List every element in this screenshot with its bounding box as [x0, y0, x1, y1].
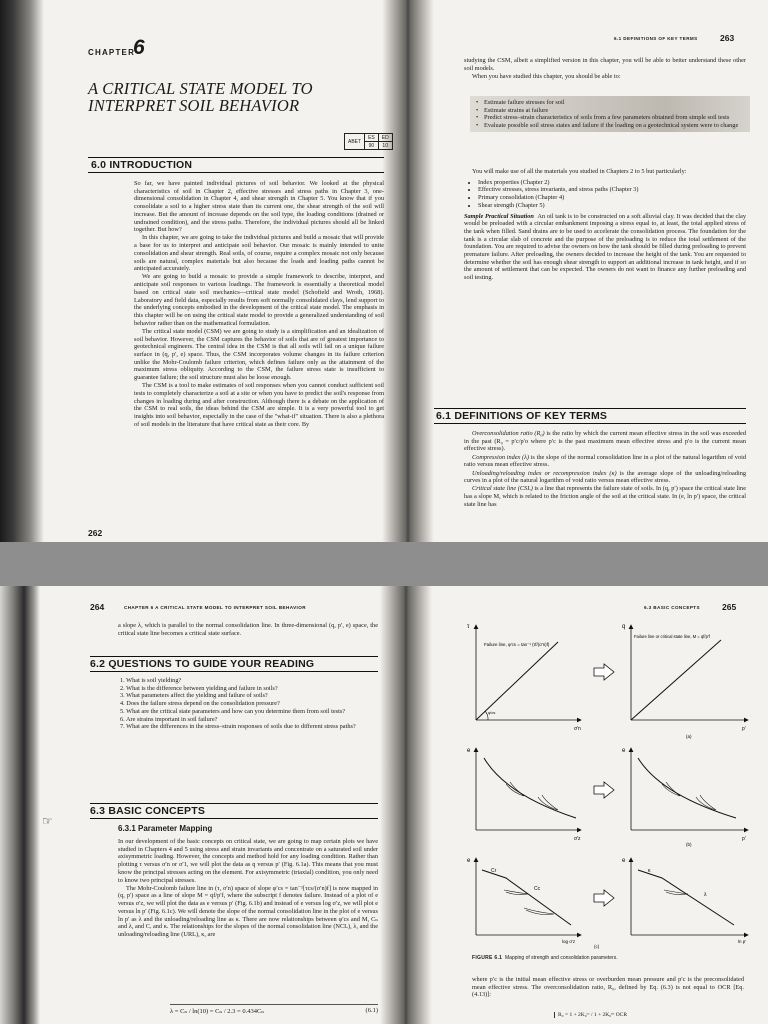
- chapter-number: 6: [133, 36, 145, 59]
- intro-paragraph: The CSM is a tool to make estimates of soil responses when you cannot conduct sufficient soil tests to completely characterize a soil at a site or when you have to predict the soil's response from changes in loading during and after construction. Although there is a debate on the application of the CSM to real soils, the ideas behind the CSM are simple. It is a very powerful tool to get insights into soil behavior, especially in the case of the "what-if" situation. There is also a plethora of soil models in the literature that have critical state as their core. By: [134, 382, 384, 428]
- page-263-body: [464, 57, 746, 81]
- definition-item: [464, 454, 746, 469]
- definition-text: is the slope of the normal consolidation line in a plot of the natural logarithm of void ratio versus mean effective stress.: [464, 453, 746, 469]
- definition-term: Overconsolidation ratio (R₀): [472, 430, 545, 437]
- plot-c-left: [467, 858, 581, 944]
- page-263: [434, 0, 768, 542]
- section-heading-6-0: 6.0 INTRODUCTION: [91, 159, 193, 171]
- page-number-263: 263: [720, 33, 735, 43]
- subsection-heading-6-3-1: 6.3.1 Parameter Mapping: [118, 824, 213, 833]
- intro-body: [134, 180, 384, 429]
- goal-item: • Estimate strains at failure: [484, 107, 746, 115]
- section-rule: [90, 656, 378, 657]
- running-head-263: 6.1 DEFINITIONS OF KEY TERMS: [614, 36, 698, 41]
- definitions-list: [464, 430, 746, 509]
- materials-item: • Effective stresses, stress invariants, and stress paths (Chapter 3): [478, 186, 746, 194]
- intro-paragraph: The critical state model (CSM) we are going to study is a simplification and an idealization of soil behavior. However, the CSM captures the behavior of soils that are of greatest importance to geotechnical engineers. The central idea in the CSM is that all soils will fail on a unique failure surface in (q, p′, e) space. Thus, the CSM incorporates volume changes in its failure criterion unlike the Mohr-Coulomb failure criterion, which defines failure only as the attainment of the maximum stress obliquity. According to the CSM, the failure stress state is insufficient to guarantee failure; the soil structure must also be loose enough.: [134, 327, 384, 382]
- question-item: 2. What is the difference between yielding and failure in soils?: [120, 684, 278, 692]
- axis-label-e: e: [467, 748, 471, 754]
- equation-number: (6.1): [365, 1007, 378, 1014]
- definition-item: [464, 485, 746, 508]
- mapping-paragraph: The Mohr-Coulomb failure line in (τ, σ′n) space of slope φ′cs = tan⁻¹[τcs/(σ′n)f] is now mapped in (q, p′) space as a line of slope M = qf/p′f, where the subscript f denotes failure. Instead of a plot of e versus σ′z, we will plot the data as e versus p′ (Fig. 6.1b) and instead of e versus log σ′z, we will plot e versus ln p′ (Fig. 6.1c). We will denote the slope of the normal consolidation line in the plot of e versus ln p′ as λ and the unloading/reloading line as κ. There are now relationships between φ′cs and M, Cₙ and λ, and Cᵣ and κ. The relationships for the slopes of the normal consolidation line (NCL), λ, and the unloading/reloading line (URL), κ, are: [118, 884, 378, 938]
- figure-6-1: [466, 620, 766, 950]
- ncl-line: [638, 870, 734, 925]
- mapping-paragraph: In our development of the basic concepts on critical state, we are going to map certain plots we have studied in Chapters 4 and 5 using stress and strain invariants and concentrate on a saturated soil under axisymmetric loading. However, the concepts and method hold for any loading condition. Rather than plotting τ versus σ′n or σ′1, we will plot the data as q versus p′ (Fig. 6.1a). This means that you must know the principal stresses acting on the element. For axisymmetric (triaxial) condition, you only need to know two principal stresses.: [118, 838, 378, 884]
- question-item: 4. Does the failure stress depend on the consolidation pressure?: [120, 700, 280, 708]
- section-heading-6-3: 6.3 BASIC CONCEPTS: [90, 805, 206, 817]
- section-rule-bottom: [434, 423, 746, 424]
- critical-state-line: [631, 640, 721, 720]
- definition-text: is a line that represents the failure state of soils. In (q, p′) space the critical state line has a slope M, which is related to the friction angle of the soil at the critical state. In (e, ln p′) space, the critical state line has: [464, 485, 746, 508]
- definition-text: is the ratio by which the current mean effective stress in the soil was exceeded in the past (R₀ = p′c/p′o where p′c is the past maximum mean effective stress and p′o is the current mean effective stress).: [464, 430, 746, 453]
- failure-line-a: [476, 642, 558, 720]
- kappa-label: κ: [648, 868, 651, 874]
- page-number-262: 262: [88, 528, 103, 538]
- page-number-264: 264: [90, 602, 105, 612]
- definition-term: Unloading/reloading index or recompression index (κ): [472, 469, 617, 477]
- materials-section: [464, 168, 746, 282]
- axis-label-ln-p: ln p′: [738, 939, 747, 944]
- chapter-title: [88, 80, 313, 114]
- continuation-paragraph: a slope λ, which is parallel to the normal consolidation line. In three-dimensional (q, p′, e) space, the critical state line becomes a critical state surface.: [118, 622, 378, 637]
- cc-label: Cc: [534, 886, 541, 892]
- plot-b-right: [622, 748, 748, 847]
- question-item: 6. Are strains important in soil failure?: [120, 715, 218, 723]
- axis-label-e: e: [622, 748, 626, 754]
- axis-label-sigma-z: σ′z: [574, 836, 581, 842]
- section-rule: [90, 803, 378, 804]
- definition-item: [464, 470, 746, 485]
- goals-lead: When you have studied this chapter, you should be able to:: [472, 72, 621, 80]
- axis-label-e: e: [622, 858, 626, 864]
- sample-situation: [464, 213, 746, 282]
- ncl-line: [482, 870, 571, 925]
- materials-item: • Shear strength (Chapter 5): [478, 202, 746, 210]
- chapter-title-line-1: A CRITICAL STATE MODEL TO: [88, 79, 313, 98]
- running-head-264: CHAPTER 6 A CRITICAL STATE MODEL TO INTERPRET SOIL BEHAVIOR: [124, 605, 306, 610]
- page-number-265: 265: [722, 602, 737, 612]
- margin-pointer-icon: ☞: [42, 814, 53, 828]
- unload-reload-loop: [662, 782, 680, 796]
- spread-bottom: [0, 586, 768, 1024]
- abet-label: ABET: [345, 134, 365, 150]
- section-rule-bottom: [90, 818, 378, 819]
- fig-sub-label-c: (c): [594, 944, 600, 949]
- chapter-label: CHAPTER: [88, 48, 136, 57]
- axis-label-p: p′: [742, 836, 746, 842]
- fig-sub-label-a: (a): [686, 734, 692, 739]
- question-item: 1. What is soil yielding?: [120, 677, 182, 684]
- axis-label-e: e: [467, 858, 471, 864]
- intro-paragraph: In this chapter, we are going to take the individual pictures and build a mosaic that will provide a base for us to interpret and anticipate soil behavior. Our mosaic is mainly intended to unite consolidation and shear strength. Real soils, of course, require a complex mosaic not only because soils are natural, complex materials but also because the loads and loading paths cannot be anticipated accurately.: [134, 234, 384, 273]
- chapter-title-line-2: INTERPRET SOIL BEHAVIOR: [88, 96, 300, 115]
- learning-goals-box: [470, 96, 750, 132]
- abet-ed-head: ED: [378, 134, 392, 142]
- mapping-arrow-icon: [594, 890, 614, 906]
- definition-item: [464, 430, 746, 453]
- plot-b-left: [467, 748, 581, 842]
- abet-es-head: ES: [365, 134, 379, 142]
- page-262: [44, 0, 389, 542]
- section-rule: [434, 408, 746, 409]
- page-265: [432, 586, 768, 1024]
- book-gutter: [382, 0, 434, 542]
- mapping-arrow-icon: [594, 664, 614, 680]
- lambda-label: λ: [704, 892, 707, 898]
- question-item: 7. What are the differences in the stress–strain responses of soils due to different stress paths?: [120, 723, 356, 731]
- fig-sub-label-b: (b): [686, 842, 692, 847]
- axis-label-tau: τ: [467, 624, 470, 630]
- consolidation-curve: [484, 758, 576, 818]
- plot-a-left: [467, 624, 581, 732]
- parameter-mapping-body: [118, 838, 378, 939]
- failure-line-label-a: Failure line, φ′cs = tan⁻¹ (τf/(σ′n)f): [484, 642, 550, 647]
- after-figure-paragraph: where p′c is the initial mean effective stress or overburden mean pressure and p′c is the preconsolidated mean effective stress. The overconsolidation ratio, R₀, defined by Eq. (6.3) is not equal to OCR [Eq. (4.13)]:: [472, 976, 744, 999]
- page-264: [40, 586, 382, 1024]
- definition-term: Critical state line (CSL): [472, 485, 533, 493]
- running-head-265: 6.3 BASIC CONCEPTS: [644, 605, 700, 610]
- book-gutter: [380, 586, 432, 1024]
- section-heading-6-1: 6.1 DEFINITIONS OF KEY TERMS: [436, 410, 608, 422]
- sample-situation-text: An oil tank is to be constructed on a soft alluvial clay. It was decided that the clay would be preloaded with a circular embankment imposing a stress equal to, at least, the total applied stress of the tank when filled. Sand drains are to be used to accelerate the consolidation process. The foundation for the tank is a circular slab of concrete and the purpose of the preloading is to reduce the total settlement of the foundation. You are required to advise the owners on how the tank should be filled during preloading to prevent premature failure. After preloading, the owners decided to increase the height of the tank. You are requested to determine whether the soil has enough shear strength to support an additional increase in tank height, and if so the amount of settlement that can be expected. The owners do not want to finance any further preloading and soil testing.: [464, 212, 746, 282]
- intro-paragraph: We are going to build a mosaic to provide a simple framework to describe, interpret, and anticipate soil responses to various loadings. The framework is essentially a theoretical model based on critical state soil mechanics—critical state model (Schofield and Wroth, 1968). Laboratory and field data, especially results from soft normally consolidated clays, lend support to the underlying concepts embodied in the development of the critical state model. The emphasis in this chapter will be on using the critical state model to provide a generalized understanding of soil behavior rather than on the mathematical formulation.: [134, 273, 384, 327]
- abet-es-value: 90: [365, 142, 379, 150]
- phi-label: φ′cs: [488, 710, 496, 715]
- materials-item: • Index properties (Chapter 2): [478, 179, 746, 187]
- intro-paragraph: So far, we have painted individual pictures of soil behavior. We looked at the physical characteristics of soil in Chapter 2, effective stresses and stress paths in Chapter 3, one-dimensional consolidation in Chapter 4, and shear strength in Chapter 5. You know that if you consolidate a soil to a higher stress state than its current one, the shear strength of the soil will increase. But the amount of increase depends on the soil type, the loading conditions (drained or undrained condition), and the stress paths. Therefore, the individual pictures should all be linked together. But how?: [134, 180, 384, 234]
- section-rule: [88, 157, 384, 158]
- plot-c-right: [594, 858, 748, 949]
- failure-line-label-b: Failure line or critical state line, M = qf/p′f: [634, 634, 710, 639]
- axis-label-sigma-n: σ′n: [574, 726, 581, 732]
- goal-item: • Evaluate possible soil stress states and failure if the loading on a geotechnical system were to change: [484, 122, 746, 130]
- figure-caption: [472, 955, 618, 961]
- section-rule-bottom: [90, 671, 378, 672]
- definition-term: Compression index (λ): [472, 453, 529, 461]
- intro-continuation: studying the CSM, albeit a simplified version in this chapter, you will be able to better understand these other soil models.: [464, 57, 746, 72]
- page-edge-shadow: [0, 586, 40, 1024]
- axis-label-q: q: [622, 624, 626, 630]
- equation-text: λ = Cₙ / ln(10) = Cₙ / 2.3 = 0.434Cₙ: [170, 1008, 265, 1015]
- consolidation-curve: [638, 758, 736, 818]
- figure-caption-label: FIGURE 6.1: [472, 955, 503, 961]
- abet-table: [344, 133, 393, 150]
- axis-label-log-sigma: log σ′z: [562, 939, 576, 944]
- figure-caption-text: Mapping of strength and consolidation parameters.: [505, 955, 618, 961]
- question-item: 3. What parameters affect the yielding and failure of soils?: [120, 692, 268, 700]
- sample-situation-label: Sample Practical Situation: [464, 212, 534, 220]
- cont-text: [118, 622, 378, 638]
- goal-item: • Estimate failure stresses for soil: [484, 99, 746, 107]
- mapping-arrow-icon: [594, 782, 614, 798]
- goal-item: • Predict stress–strain characteristics of soils from a few parameters obtained from simple soil tests: [484, 114, 746, 122]
- cr-label: Cr: [491, 868, 497, 874]
- definition-text: is the average slope of the unloading/reloading curves in a plot of the natural logarithm of void ratio versus mean effective stress.: [464, 469, 746, 485]
- materials-item: • Primary consolidation (Chapter 4): [478, 194, 746, 202]
- section-rule-bottom: [88, 172, 384, 173]
- materials-lead: You will make use of all the materials you studied in Chapters 2 to 5 but particularly:: [472, 168, 687, 175]
- after-figure-text: [472, 976, 744, 1000]
- abet-ed-value: 10: [378, 142, 392, 150]
- question-item: 5. What are the critical state parameters and how can you determine them from soil tests?: [120, 707, 346, 715]
- equation-6-1: [170, 1004, 378, 1015]
- plot-a-right: [622, 624, 748, 739]
- questions-list: [118, 677, 376, 731]
- axis-label-p: p′: [742, 726, 746, 732]
- equation-fragment: R₀ = 1 + 2K₀ᵒᶜ / 1 + 2K₀ⁿᶜ OCR: [554, 1012, 627, 1018]
- section-heading-6-2: 6.2 QUESTIONS TO GUIDE YOUR READING: [90, 658, 315, 670]
- page-edge-shadow: [0, 0, 44, 542]
